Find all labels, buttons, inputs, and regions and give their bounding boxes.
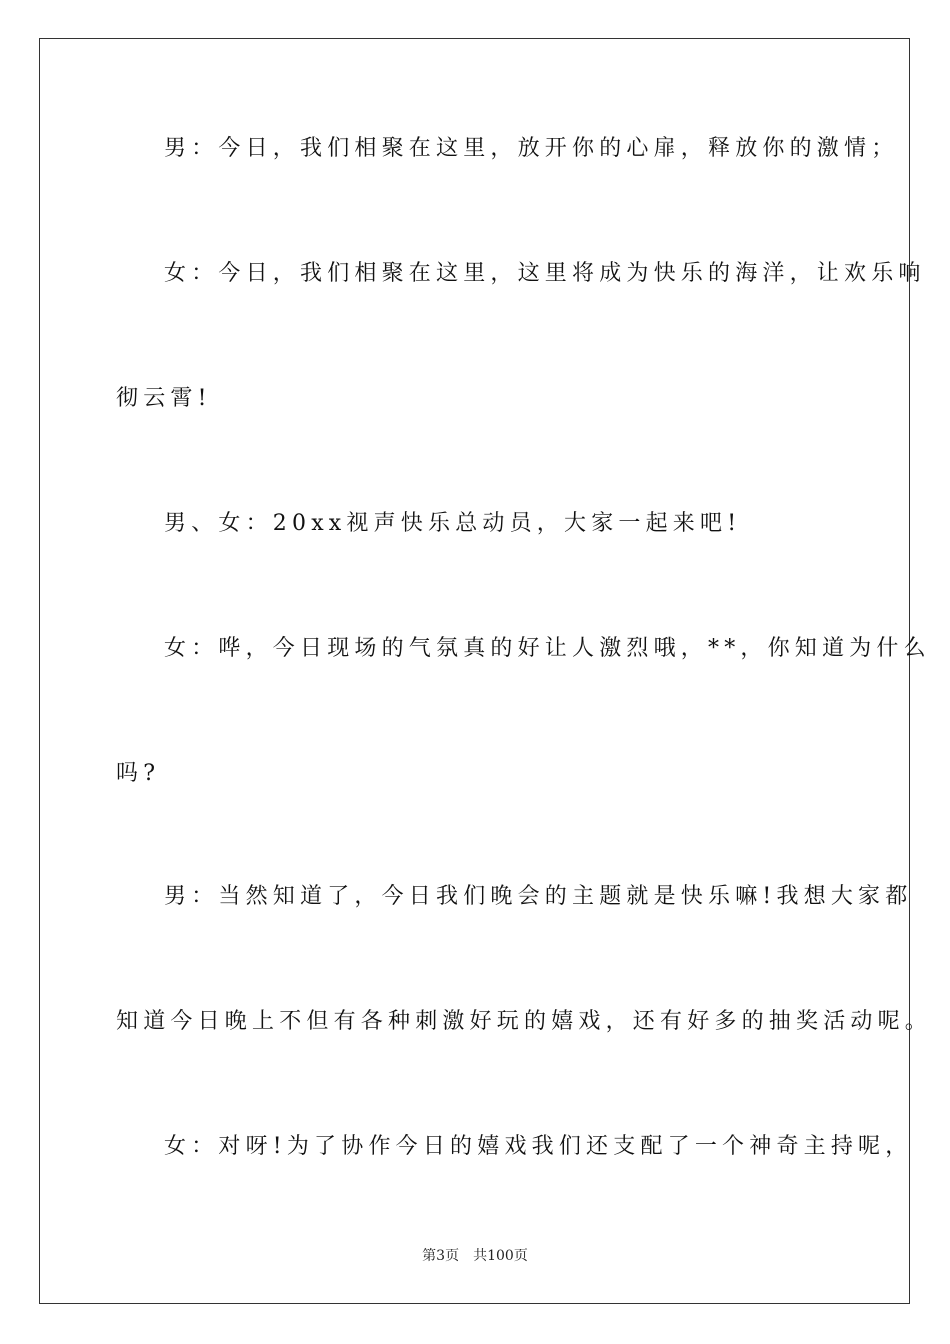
page-number: 第3页 bbox=[422, 1248, 460, 1264]
dialogue-line: 男、女：20xx视声快乐总动员，大家一起来吧! bbox=[164, 511, 742, 536]
dialogue-line: 女：对呀!为了协作今日的嬉戏我们还支配了一个神奇主持呢， bbox=[164, 1134, 913, 1159]
dialogue-line-continuation: 吗? bbox=[116, 761, 161, 786]
dialogue-line: 女：今日，我们相聚在这里，这里将成为快乐的海洋，让欢乐响 bbox=[164, 261, 926, 286]
dialogue-line: 男：今日，我们相聚在这里，放开你的心扉，释放你的激情； bbox=[164, 136, 899, 161]
dialogue-line-continuation: 彻云霄! bbox=[116, 386, 212, 411]
dialogue-line: 男：当然知道了，今日我们晚会的主题就是快乐嘛!我想大家都 bbox=[164, 884, 913, 909]
page-footer bbox=[0, 1246, 950, 1266]
page-total: 共100页 bbox=[473, 1248, 528, 1264]
page-frame bbox=[39, 38, 933, 1304]
dialogue-line-continuation: 知道今日晚上不但有各种刺激好玩的嬉戏，还有好多的抽奖活动呢。 bbox=[116, 1009, 933, 1034]
dialogue-line: 女：哗，今日现场的气氛真的好让人激烈哦，**，你知道为什么 bbox=[164, 636, 931, 661]
